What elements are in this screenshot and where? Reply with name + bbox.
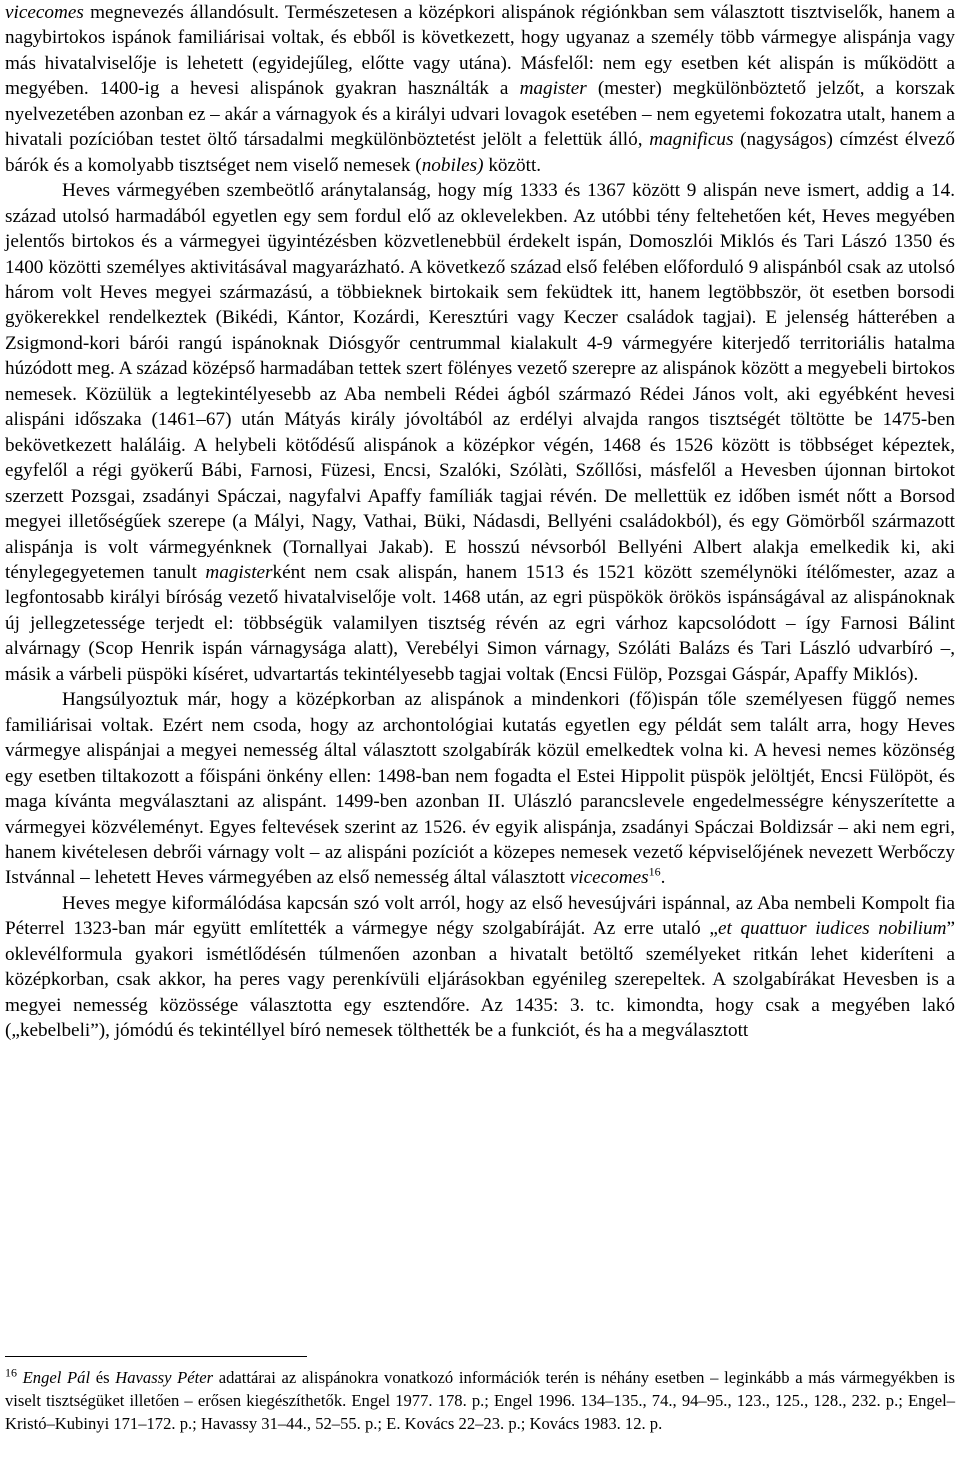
paragraph bbox=[5, 0, 955, 178]
italic-text: magister bbox=[519, 78, 587, 100]
text-run: megnevezés állandósult. Természetesen a középkori alispánok régiónkban sem választott tisztviselők, hanem a nagybirtokos ispánok familiárisai voltak, és ebből is következett, hogy ugyanaz a személy több vármegye alispánja vagy más hivatalviselője is lehetett (egyidejűleg, előtte vagy utána). Másfelől: nem egy esetben két alispán is működött a megyében. 1400-ig a hevesi alispánok gyakran használták a bbox=[5, 2, 955, 100]
text-run: ként nem csak alispán, hanem 1513 és 1521 között személynöki ítélőmester, azaz a legfontosabb királyi bíróság vezető hivatalviselője volt. 1468 után, az egri püspökök örökös ispánságával az alispánoknak új jellegzetessége terjedt el: többségük valamilyen tisztség révén az egri várhoz kapcsolódott – így Farnosi Bálint alvárnagy (Scop Henrik ispán várnagysága alatt), Verebélyi Simon várnagy, Szóláti Balázs és Tari László udvarbíró –, másik a várbeli püspöki kíséret, udvartartás tekintélyesebb tagjai voltak (Encsi Fülöp, Pozsgai Gáspár, Apaffy Miklós). bbox=[5, 561, 955, 685]
paragraph bbox=[5, 891, 955, 1044]
footnote-author: Engel Pál bbox=[22, 1368, 91, 1387]
footnote-number: 16 bbox=[5, 1365, 17, 1380]
italic-text: et quattuor iudices nobilium bbox=[717, 918, 947, 940]
footnote-text bbox=[5, 1366, 955, 1436]
italic-text: magister bbox=[205, 561, 273, 583]
text-run: Heves megye kiformálódása kapcsán szó volt arról, hogy az első hevesújvári ispánnal, az Aba nembeli Kompolt fia Péterrel 1323-ban már együtt említették a vármegye négy szolgabíráját. Az erre utaló „ bbox=[5, 892, 955, 940]
text-run: (nagyságos) címzést élvező bárók és a komolyabb tisztséget nem viselő nemesek ( bbox=[5, 129, 955, 176]
text-run: . bbox=[660, 867, 666, 889]
italic-text: vicecomes bbox=[5, 2, 84, 23]
text-run: (mester) megkülönböztető jelzőt, a korszak nyelvezetében azonban ez – akár a várnagyok és a királyi udvari lovagok esetében – nem egyetemi fokozatra utalt, hanem a hivatali pozícióban testet öltő társadalmi megkülönböztetést jelölt a felettük álló, bbox=[5, 78, 955, 151]
italic-text: nobiles) bbox=[421, 154, 484, 176]
paragraph bbox=[5, 178, 955, 687]
footnote bbox=[5, 1366, 955, 1436]
text-run: között. bbox=[483, 154, 542, 176]
italic-text: magnificus bbox=[649, 129, 734, 151]
text-run: Heves vármegyében szembeötlő aránytalanság, hogy míg 1333 és 1367 között 9 alispán neve ismert, addig a 14. század utolsó harmadából egyetlen egy sem fordul elő az oklevelekben. Az utóbbi tény feltehetően két, Heves megyében jelentős birtokos és a vármegyei ügyintézésben közvetlenebbül érdekelt ispán, Domoszlói Miklós és Tari Lászó 1350 és 1400 közötti személyes aktivitásával magyarázható. A következő század első felében előforduló 9 alispánból csak az utolsó három volt Heves megyei származású, a többieknek birtokaik sem feküdtek itt, hanem legtöbbször, öt esetben borsodi gyökerekkel rendelkeztek (Bikédi, Kántor, Kozárdi, Keresztúri vagy Keczer családok tagjai). E jelenség hátterében a Zsigmond-kori bárói rangú ispánoknak Diósgyőr centrummal kialakult 4-9 vármegyére kiterjedő territoriális hatalma húzódott meg. A század középső harmadában tettek szert fölényes vezető szerepre az alispánok között a megyebeli birtokos nemesek. Közülük a legtekintélyesebb az Aba nembeli Rédei ágból származó Rédei János volt, aki egyébként hevesi alispáni időszaka (1461–67) után Mátyás király jóvoltából az erdélyi alvajda rangos tisztségét töltötte be 1475-ben bekövetkezett haláláig. A helybeli kötődésű alispánok a középkor végén, 1468 és 1526 között is többséget képeztek, egyfelől a régi gyökerű Bábi, Farnosi, Füzesi, Encsi, Szalóki, Szólàti, Szőllősi, másfelől a Hevesben újonnan birtokot szerzett Pozsgai, zsadányi Spáczai, nagyfalvi Apaffy famíliák tagjai révén. De mellettük ez időben ismét nőtt a Borsod megyei illetőségűek szerepe (a Mályi, Nagy, Vathai, Büki, Nádasdi, Bellyéni családokból), és egy Gömörből származott alispánja is volt vármegyénknek (Tornallyai Jakab). E hosszú névsorból Bellyéni Albert alakja emelkedik ki, aki ténylegegyetemen tanult bbox=[5, 180, 955, 583]
italic-text: vicecomes bbox=[569, 867, 649, 889]
text-run: Hangsúlyoztuk már, hogy a középkorban az alispánok a mindenkori (fő)ispán tőle személyesen függő nemes familiárisai voltak. Ezért nem csoda, hogy az archontológiai kutatás egyetlen egy példát sem talált arra, hogy Heves vármegye alispánjai a megyei nemesség által választott szolgabírák közül emelkedtek volna ki. A hevesi nemes közönség egy esetben tiltakozott a főispáni önkény ellen: 1498-ban nem fogadta el Estei Hippolit püspök jelöltjét, Encsi Fülöpöt, és maga kívánta megválasztani az alispánt. 1499-ben azonban II. Ulászló parancslevele engedelmességre kényszerítette a vármegyei közvéleményt. Egyes feltevések szerint az 1526. év egyik alispánja, zsadányi Spáczai Boldizsár – aki nem egri, hanem kivételesen debrői várnagy volt – az alispáni pozíciót a közepes nemesek vezető képviselőjének nevezett Werbőczy Istvánnal – lehetett Heves vármegyében az első nemesség által választott bbox=[5, 689, 955, 889]
footnote-run: adattárai az alispánokra vonatkozó információk terén is néhány esetben – leginkább a más vármegyékben is viselt tisztségüket illetően – erősen kiegészíthetők. Engel 1977. 178. p.; Engel 1996. 134–135., 74., 94–95., 123., 125., 128., 232. p.; Engel–Kristó–Kubinyi 171–172. p.; Havassy 31–44., 52–55. p.; E. Kovács 22–23. p.; Kovács 1983. 12. p. bbox=[5, 1368, 956, 1434]
document-body bbox=[5, 0, 955, 1044]
footnote-reference: 16 bbox=[648, 865, 661, 880]
footnote-author: Havassy Péter bbox=[115, 1368, 214, 1387]
footnote-run: és bbox=[90, 1368, 116, 1387]
footnote-divider bbox=[5, 1356, 307, 1357]
paragraph bbox=[5, 687, 955, 891]
text-run: ” oklevélformula gyakori ismétlődésén túlmenően azonban a hivatalt betöltő személyeket ritkán lehet kideríteni a középkorban, csak akkor, ha peres vagy perenkívüli eljárásokban egyénileg szerepeltek. A szolgabírákat Hevesben is a megyei nemesség közössége választotta egy esztendőre. Az 1435: 3. tc. kimondta, hogy csak a megyében lakó („kebelbeli”), jómódú és tekintéllyel bíró nemesek tölthették be a funkciót, és ha a megválasztott bbox=[5, 918, 955, 1042]
